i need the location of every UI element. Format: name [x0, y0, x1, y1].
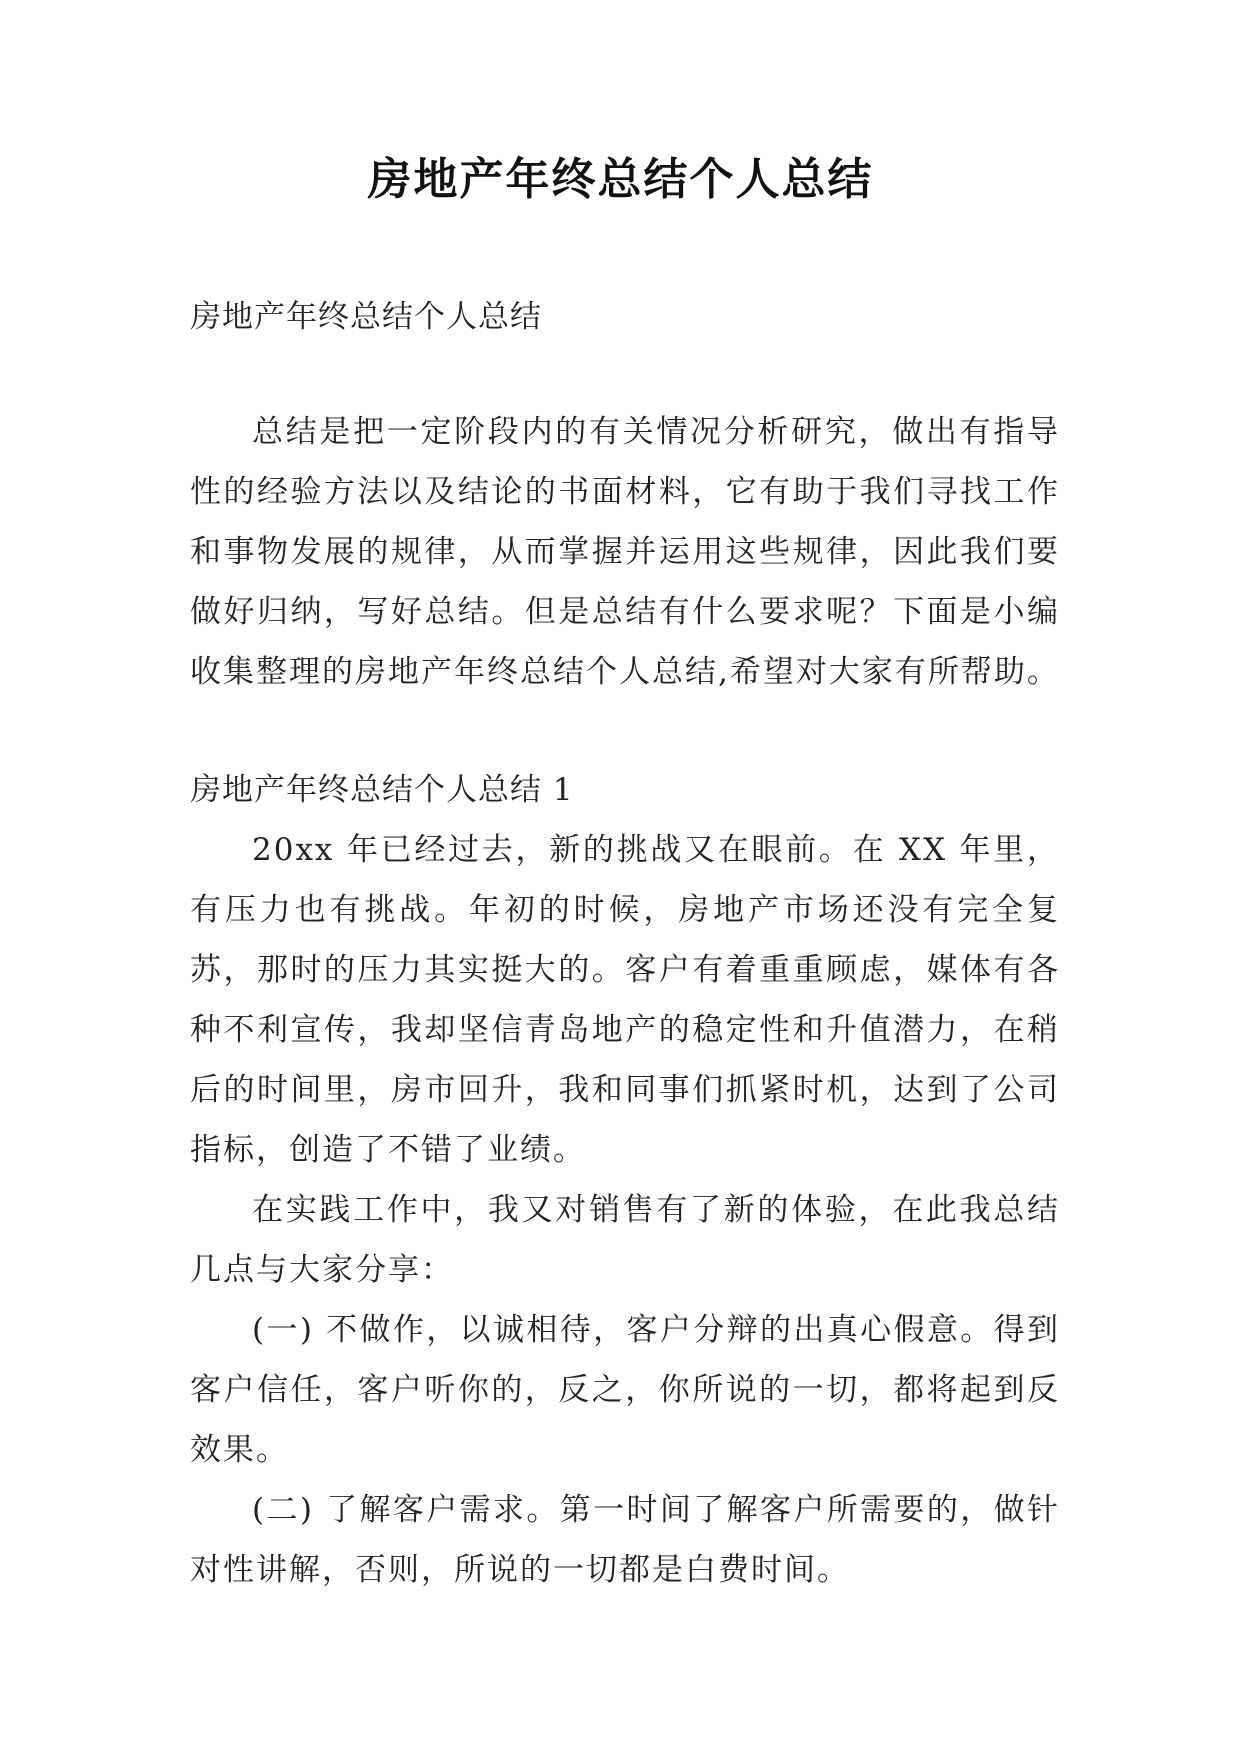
document-subtitle: 房地产年终总结个人总结 [190, 299, 542, 335]
intro-paragraph: 总结是把一定阶段内的有关情况分析研究，做出有指导性的经验方法以及结论的书面材料，它有助于我们寻找工作和事物发展的规律，从而掌握并运用这些规律，因此我们要做好归纳，写好总结。但是总结有什么要求呢？下面是小编收集整理的房地产年终总结个人总结,希望对大家有所帮助。 [190, 414, 1060, 690]
section-heading: 房地产年终总结个人总结 1 [190, 772, 574, 808]
paragraph-4: (二) 了解客户需求。第一时间了解客户所需要的，做针对性讲解，否则，所说的一切都是白费时间。 [190, 1492, 1060, 1588]
paragraph-2: 在实践工作中，我又对销售有了新的体验，在此我总结几点与大家分享： [190, 1192, 1060, 1288]
paragraph-3: (一) 不做作，以诚相待，客户分辩的出真心假意。得到客户信任，客户听你的，反之，你所说的一切，都将起到反效果。 [190, 1312, 1060, 1468]
document-title: 房地产年终总结个人总结 [367, 154, 874, 205]
paragraph-1: 20xx 年已经过去，新的挑战又在眼前。在 XX 年里，有压力也有挑战。年初的时候，房地产市场还没有完全复苏，那时的压力其实挺大的。客户有着重重顾虑，媒体有各种不利宣传，我却坚信青岛地产的稳定性和升值潜力，在稍后的时间里，房市回升，我和同事们抓紧时机，达到了公司指标，创造了不错了业绩。 [190, 832, 1060, 1168]
section-content [190, 820, 1060, 1600]
